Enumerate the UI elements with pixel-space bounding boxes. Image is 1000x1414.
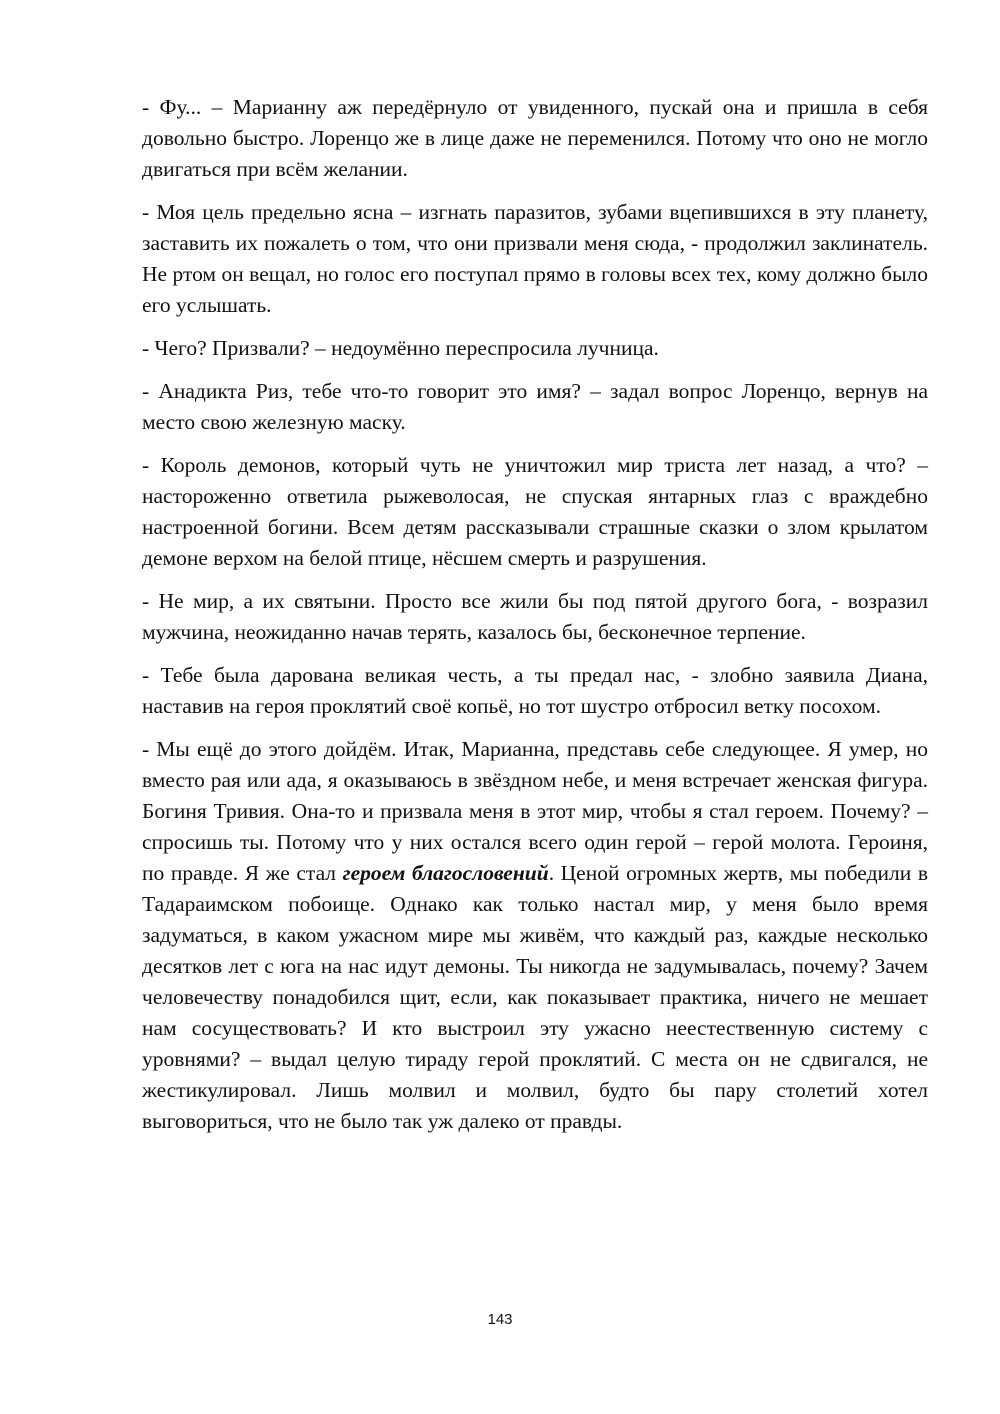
page-number: 143 [487, 1311, 513, 1328]
emphasis-term: героем благословений [342, 861, 549, 885]
paragraph-6: - Не мир, а их святыни. Просто все жили бы под пятой другого бога, - возразил мужчина, неожиданно начав терять, казалось бы, бесконечное терпение. [142, 589, 928, 644]
paragraph-7: - Тебе была дарована великая честь, а ты предал нас, - злобно заявила Диана, наставив на героя проклятий своё копьё, но тот шустро отбросил ветку посохом. [142, 663, 928, 718]
paragraph-8-text-start: - Мы ещё до этого дойдём. Итак, Марианна, представь себе следующее. Я умер, но вместо рая или ада, я оказываюсь в звёздном небе, и меня встречает женская фигура. Богиня Тривия. Она-то и призвала меня в этот мир, чтобы я стал героем. Почему? – спросишь ты. Потому что у них остался всего один герой – герой молота. Героиня, по правде. Я же стал [142, 737, 928, 885]
paragraph-4: - Анадикта Риз, тебе что-то говорит это имя? – задал вопрос Лоренцо, вернув на место свою железную маску. [142, 379, 928, 434]
paragraph-8-text-end: . Ценой огромных жертв, мы победили в Тадараимском побоище. Однако как только настал мир, у меня было время задуматься, в каком ужасном мире мы живём, что каждый раз, каждые несколько десятков лет с юга на нас идут демоны. Ты никогда не задумывалась, почему? Зачем человечеству понадобился щит, если, как показывает практика, ничего не мешает нам сосуществовать? И кто выстроил эту ужасно неестественную систему с уровнями? – выдал целую тираду герой проклятий. С места он не сдвигался, не жестикулировал. Лишь молвил и молвил, будто бы пару столетий хотел выговориться, что не было так уж далеко от правды. [142, 861, 928, 1133]
text-body [142, 92, 928, 1149]
paragraph-8 [142, 734, 928, 1137]
paragraph-5: - Король демонов, который чуть не уничтожил мир триста лет назад, а что? – настороженно ответила рыжеволосая, не спуская янтарных глаз с враждебно настроенной богини. Всем детям рассказывали страшные сказки о злом крылатом демоне верхом на белой птице, нёсшем смерть и разрушения. [142, 453, 928, 570]
paragraph-2: - Моя цель предельно ясна – изгнать паразитов, зубами вцепившихся в эту планету, заставить их пожалеть о том, что они призвали меня сюда, - продолжил заклинатель. Не ртом он вещал, но голос его поступал прямо в головы всех тех, кому должно было его услышать. [142, 200, 928, 317]
paragraph-1: - Фу... – Марианну аж передёрнуло от увиденного, пускай она и пришла в себя довольно быстро. Лоренцо же в лице даже не переменился. Потому что оно не могло двигаться при всём желании. [142, 95, 928, 181]
paragraph-3: - Чего? Призвали? – недоумённо переспросила лучница. [142, 336, 659, 360]
